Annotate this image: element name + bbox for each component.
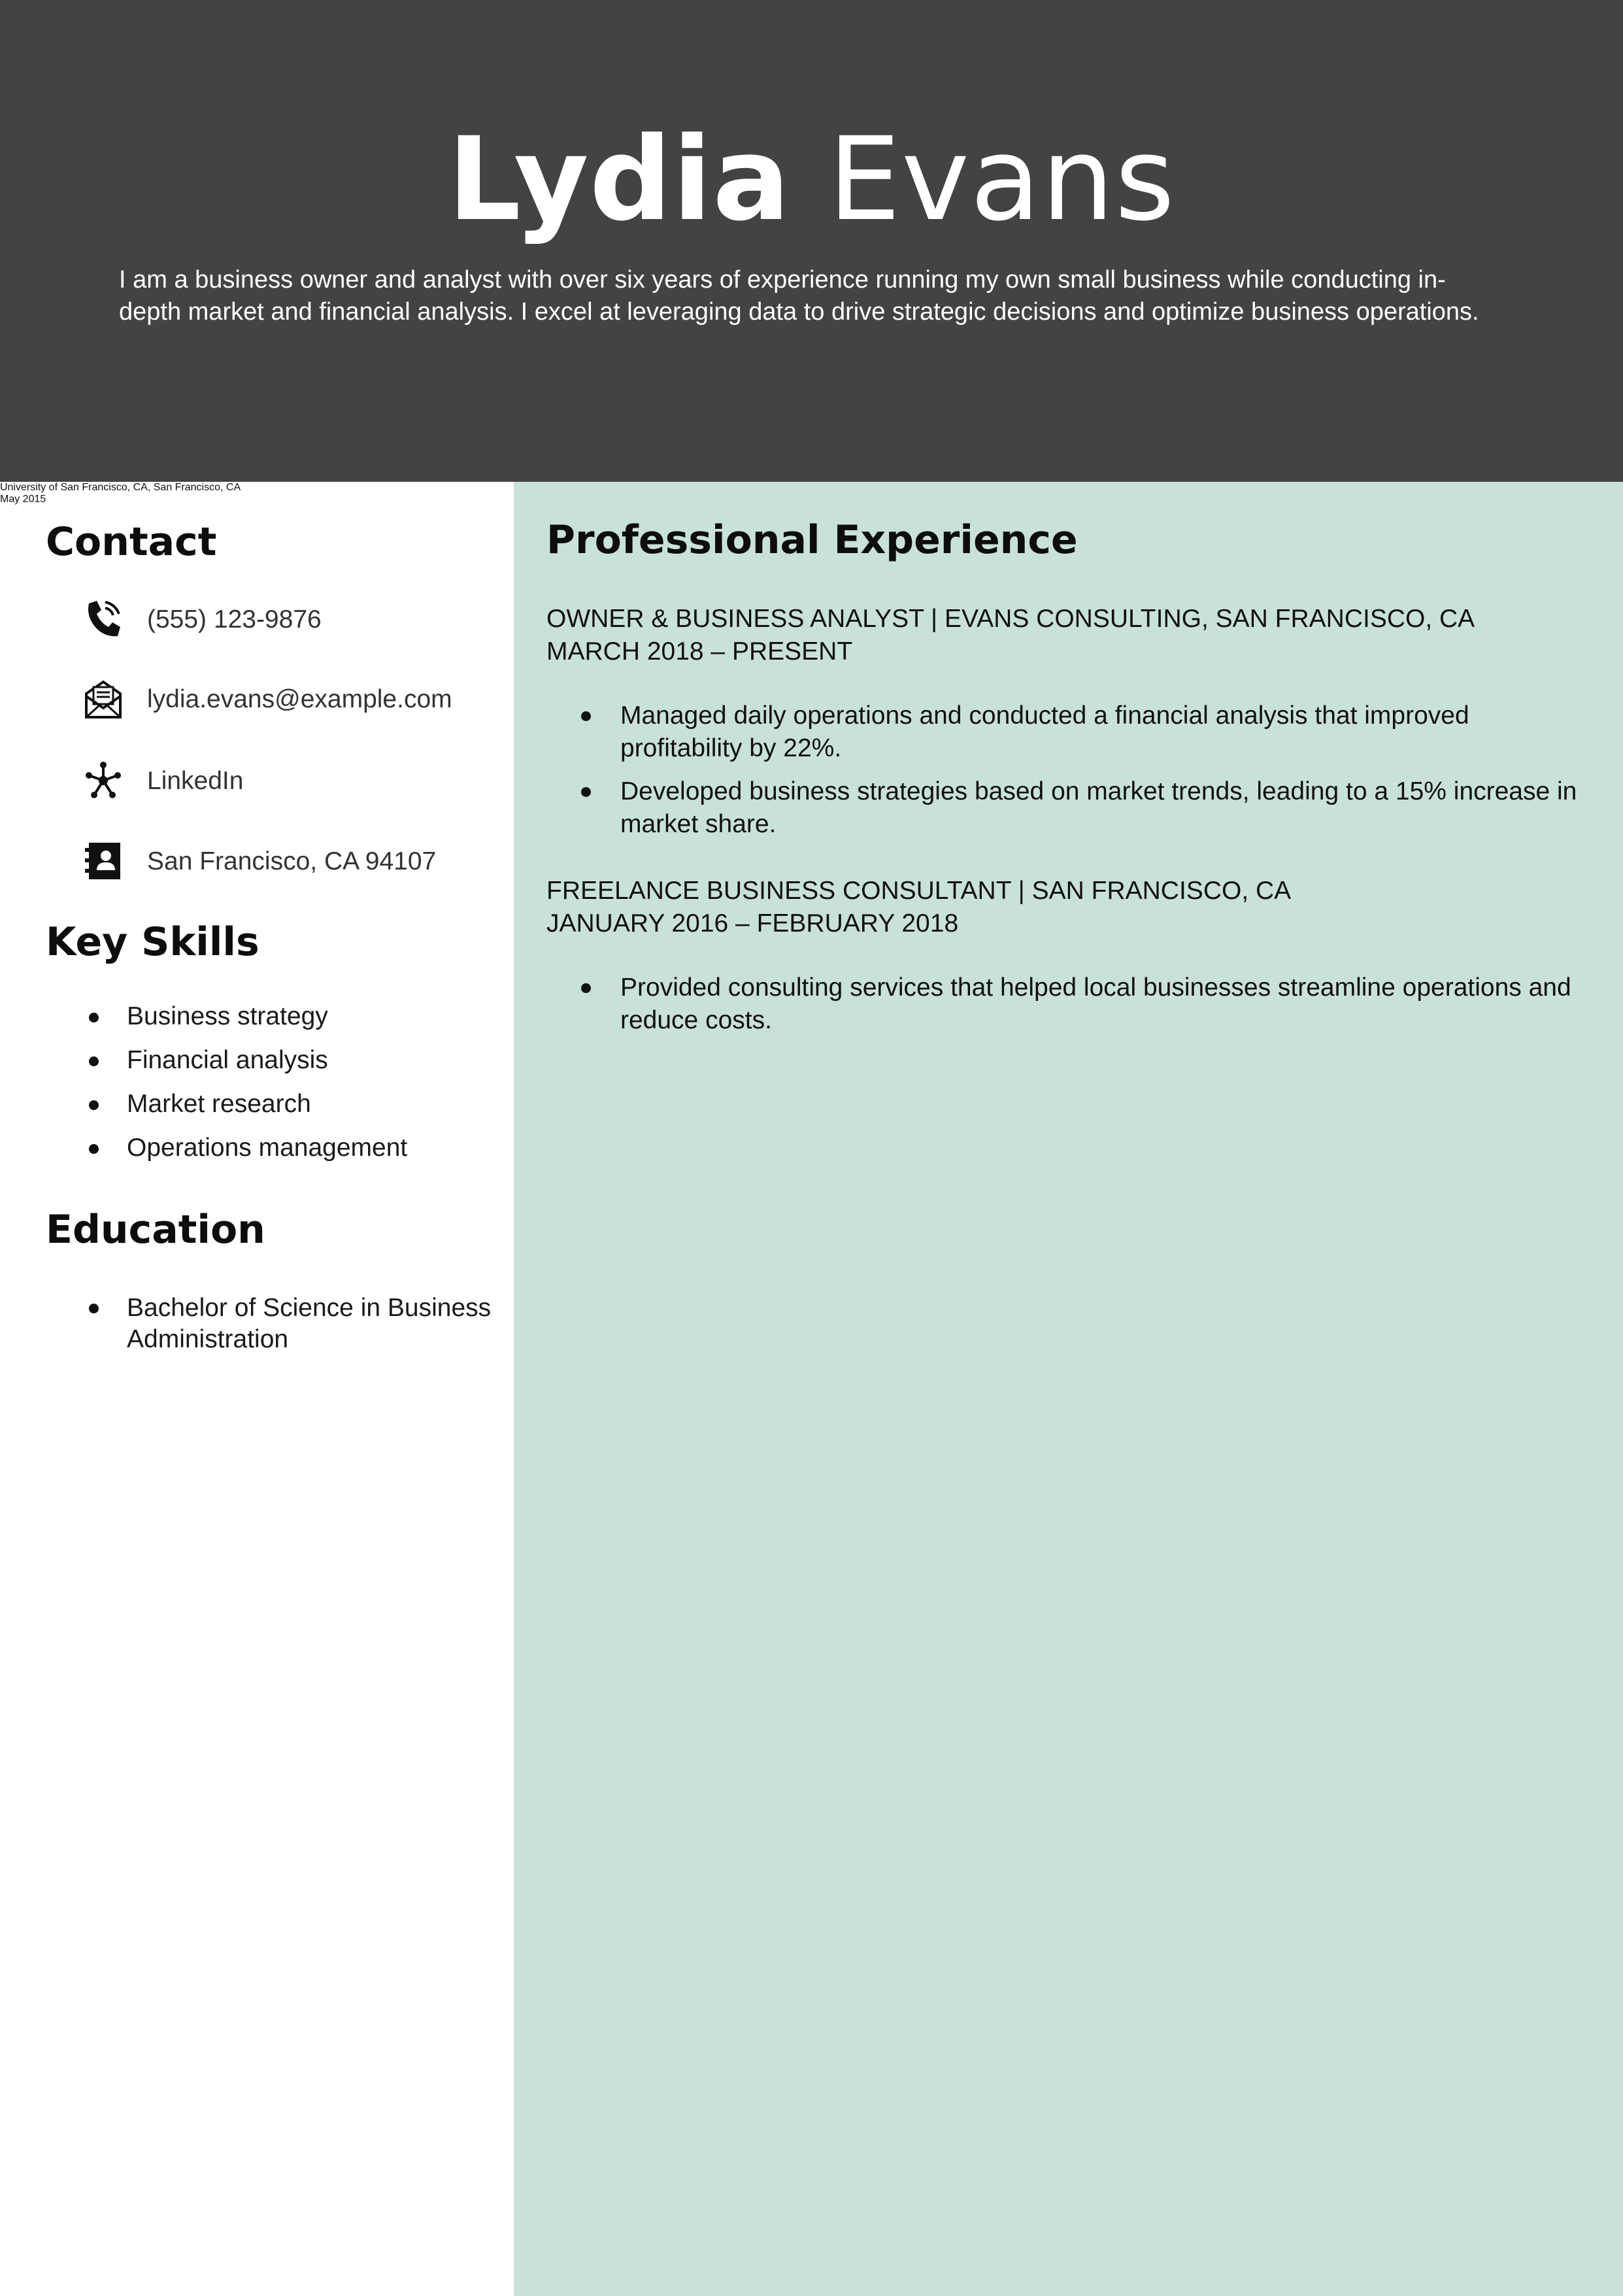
job-header — [546, 875, 1592, 940]
education-list — [127, 1292, 493, 1355]
job-bullet: Provided consulting services that helped local businesses streamline operations and reduce costs. — [620, 971, 1581, 1037]
job-bullets — [620, 971, 1581, 1047]
contact-phone[interactable] — [0, 598, 514, 650]
sidebar — [0, 482, 514, 2296]
job-header — [546, 603, 1592, 668]
contact-heading: Contact — [46, 519, 217, 565]
network-icon — [84, 760, 123, 802]
experience-heading: Professional Experience — [546, 517, 1078, 563]
skill-item: Business strategy — [127, 1002, 493, 1032]
email-text: lydia.evans@example.com — [147, 685, 452, 713]
address-text: San Francisco, CA 94107 — [147, 847, 437, 875]
contact-email[interactable] — [0, 678, 514, 730]
address-book-icon — [84, 840, 123, 882]
header-banner — [0, 0, 1623, 482]
education-heading: Education — [46, 1207, 265, 1253]
skills-heading: Key Skills — [46, 919, 259, 965]
summary-text: I am a business owner and analyst with over six years of experience running my own small business while conducting in-depth market and financial analysis. I excel at leveraging data to drive strategic decisions and optimize business operations. — [119, 266, 1479, 326]
linkedin-text: LinkedIn — [147, 767, 244, 795]
job-bullets — [620, 700, 1581, 851]
skills-list — [127, 1002, 493, 1177]
education-date: May 2015 — [0, 494, 46, 505]
job-bullet: Managed daily operations and conducted a financial analysis that improved profitability by 22%. — [620, 700, 1581, 765]
job-dates: MARCH 2018 – PRESENT — [546, 637, 853, 666]
phone-icon — [84, 598, 123, 640]
job-dates: JANUARY 2016 – FEBRUARY 2018 — [546, 909, 959, 937]
job-bullet: Developed business strategies based on market trends, leading to a 15% increase in market share. — [620, 775, 1581, 841]
skill-item: Financial analysis — [127, 1045, 493, 1075]
phone-text: (555) 123-9876 — [147, 605, 322, 633]
last-name: Evans — [828, 112, 1176, 246]
job-title: OWNER & BUSINESS ANALYST | EVANS CONSULTING, SAN FRANCISCO, CA — [546, 605, 1475, 633]
first-name: Lydia — [447, 112, 791, 246]
candidate-name — [0, 111, 1623, 248]
contact-linkedin[interactable] — [0, 760, 514, 812]
contact-address[interactable] — [0, 840, 514, 892]
skill-item: Market research — [127, 1089, 493, 1119]
education-school: University of San Francisco, CA, San Francisco, CA — [0, 482, 241, 493]
job-title: FREELANCE BUSINESS CONSULTANT | SAN FRANCISCO, CA — [546, 877, 1292, 905]
envelope-icon — [84, 678, 123, 720]
education-degree: Bachelor of Science in Business Administration — [127, 1292, 493, 1355]
skill-item: Operations management — [127, 1133, 493, 1163]
